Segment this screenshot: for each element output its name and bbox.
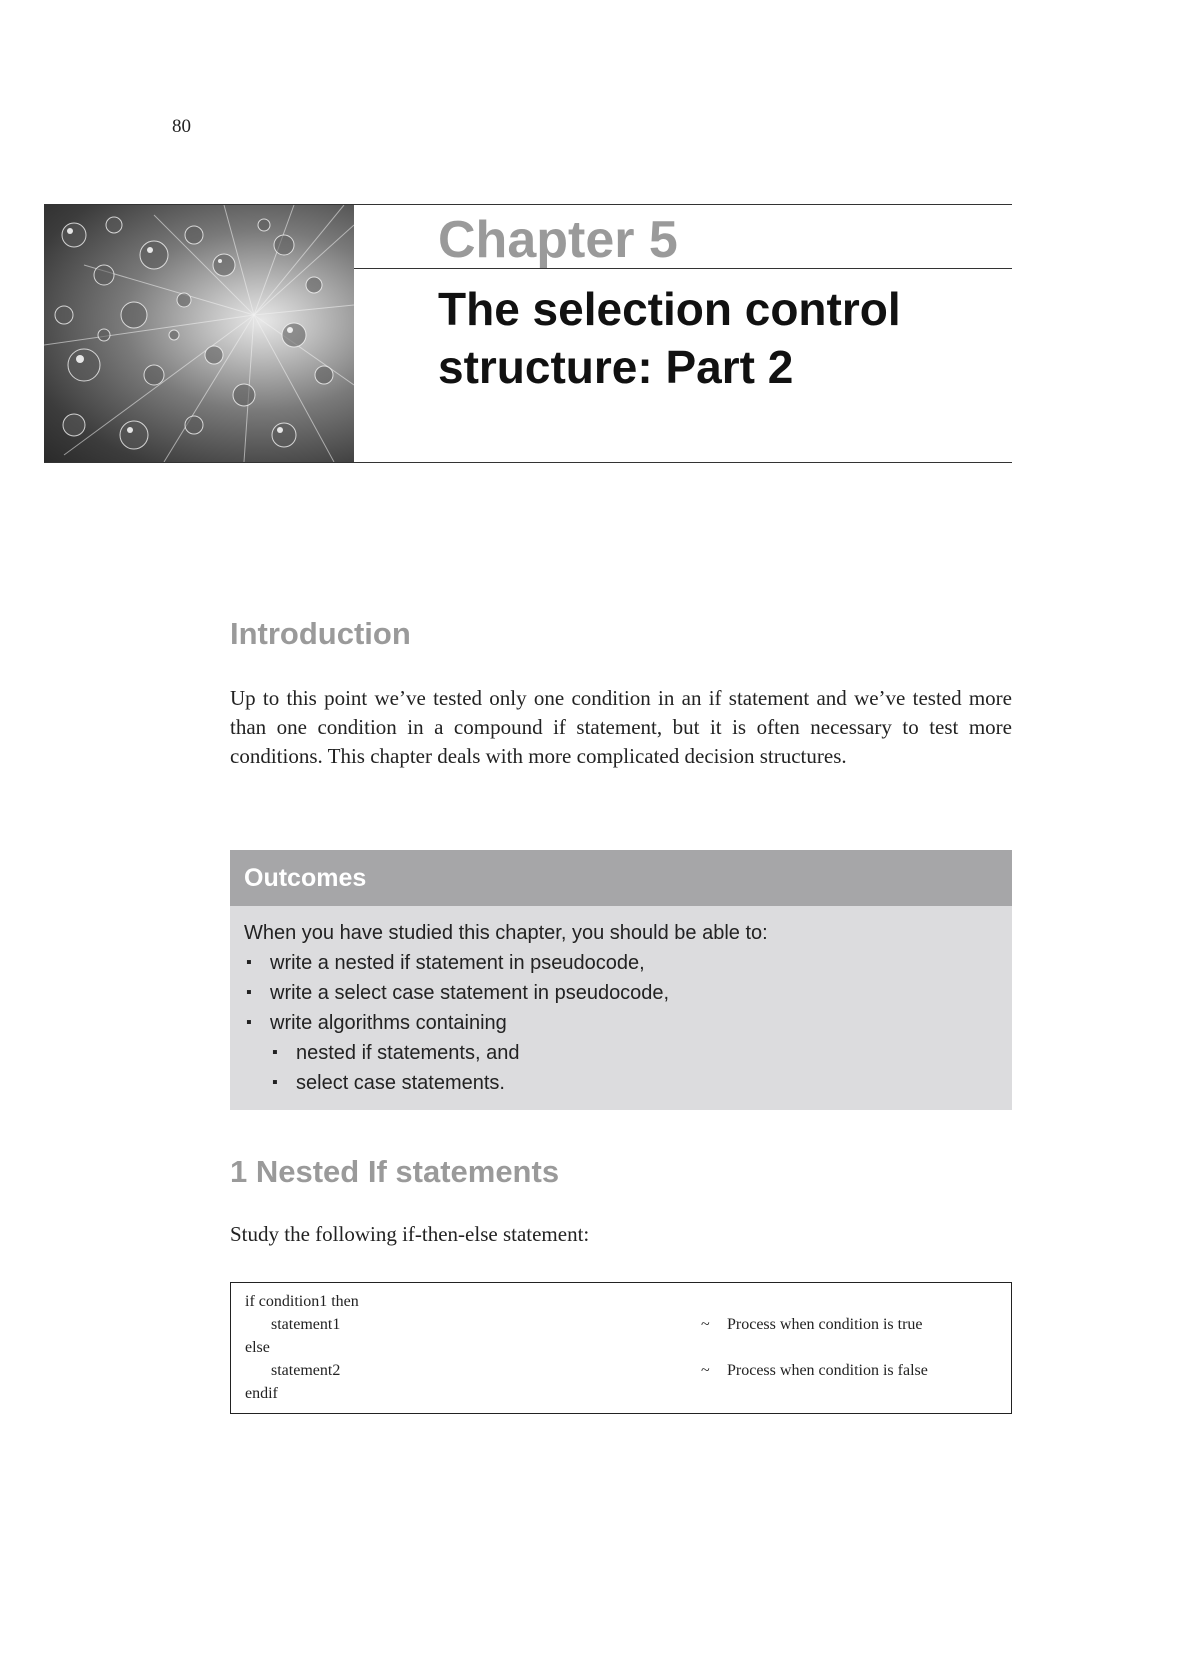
bullet-icon: ▪ <box>246 954 252 971</box>
chapter-title-line-1: The selection control <box>438 283 901 335</box>
nested-if-heading: 1 Nested If statements <box>230 1154 560 1189</box>
bullet-icon: ▪ <box>272 1074 278 1091</box>
code-line: endif <box>245 1385 278 1402</box>
outcomes-intro: When you have studied this chapter, you should be able to: <box>244 922 768 944</box>
water-droplets-image <box>44 205 354 462</box>
bullet-icon: ▪ <box>246 1014 252 1031</box>
page-number: 80 <box>172 116 191 137</box>
outcomes-heading: Outcomes <box>230 850 1012 906</box>
outcomes-body <box>230 906 1012 1098</box>
comment-text: Process when condition is false <box>727 1362 928 1379</box>
bullet-icon: ▪ <box>272 1044 278 1061</box>
outcome-text: select case statements. <box>296 1072 505 1094</box>
outcome-text: write a select case statement in pseudocode, <box>270 982 670 1004</box>
outcome-item <box>244 948 998 978</box>
outcome-subitem <box>244 1038 998 1068</box>
chapter-title <box>438 280 998 396</box>
code-line: else <box>245 1339 270 1356</box>
code-line: statement1 <box>271 1316 341 1333</box>
comment-text: Process when condition is true <box>727 1316 923 1333</box>
outcomes-box <box>230 850 1012 1110</box>
outcome-text: write algorithms containing <box>270 1012 507 1034</box>
outcome-item <box>244 1008 998 1038</box>
outcomes-list <box>244 948 998 1098</box>
code-line: statement2 <box>271 1362 341 1379</box>
header-bottom-rule <box>44 462 1012 463</box>
outcome-text: nested if statements, and <box>296 1042 520 1064</box>
chapter-header <box>44 204 1012 464</box>
outcome-subitem <box>244 1068 998 1098</box>
chapter-photo <box>44 205 354 462</box>
pseudocode-box <box>230 1282 1012 1414</box>
code-line: if condition1 then <box>245 1293 359 1310</box>
chapter-title-line-2: structure: Part 2 <box>438 341 794 393</box>
study-paragraph: Study the following if-then-else statement: <box>230 1222 590 1246</box>
introduction-paragraph: Up to this point we’ve tested only one condition in an if statement and we’ve tested more than one condition in a compound if statement, but it is often necessary to test more conditions. This chapter deals with more complicated decision structures. <box>230 686 1012 768</box>
chapter-label: Chapter 5 <box>438 211 678 269</box>
introduction-heading: Introduction <box>230 616 411 651</box>
comment-marker: ~ <box>701 1362 710 1379</box>
outcome-item <box>244 978 998 1008</box>
outcome-text: write a nested if statement in pseudocode, <box>270 952 645 974</box>
bullet-icon: ▪ <box>246 984 252 1001</box>
comment-marker: ~ <box>701 1316 710 1333</box>
